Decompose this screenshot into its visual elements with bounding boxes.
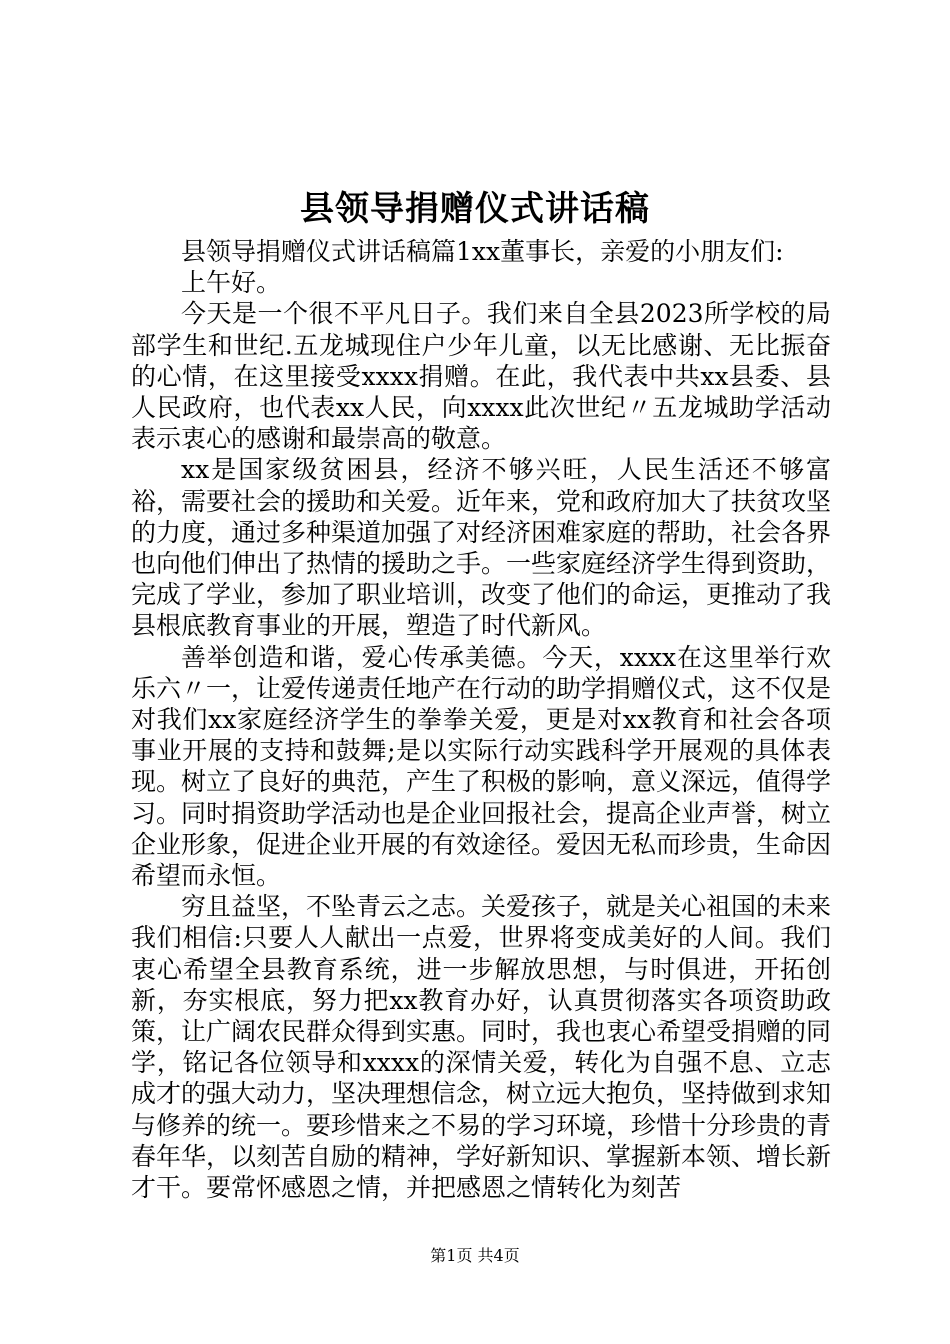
- document-body: [131, 236, 831, 1203]
- paragraph-greeting: 县领导捐赠仪式讲话稿篇1xx董事长，亲爱的小朋友们:: [181, 237, 784, 266]
- paragraph-hope: 穷且益坚，不坠青云之志。关爱孩子，就是关心祖国的未来我们相信:只要人人献出一点爱，世界将变成美好的人间。我们衷心希望全县教育系统，进一步解放思想，与时俱进，开拓创新，夯实根底，努力把xx教育办好，认真贯彻落实各项资助政策，让广阔农民群众得到实惠。同时，我也衷心希望受捐赠的同学，铭记各位领导和xxxx的深情关爱，转化为自强不息、立志成才的强大动力，坚决理想信念，树立远大抱负，坚持做到求知与修养的统一。要珍惜来之不易的学习环境，珍惜十分珍贵的青春年华，以刻苦自励的精神，学好新知识、掌握新本领、增长新才干。要常怀感恩之情，并把感恩之情转化为刻苦: [131, 892, 832, 1203]
- paragraph-poverty: xx是国家级贫困县，经济不够兴旺，人民生活还不够富裕，需要社会的援助和关爱。近年来，党和政府加大了扶贫攻坚的力度，通过多种渠道加强了对经济困难家庭的帮助，社会各界也向他们伸出了热情的援助之手。一些家庭经济学生得到资助，完成了学业，参加了职业培训，改变了他们的命运，更推动了我县根底教育事业的开展，塑造了时代新风。: [131, 455, 832, 641]
- paragraph-charity: 善举创造和谐，爱心传承美德。今天，xxxx在这里举行欢乐六〃一，让爱传递责任地产在行动的助学捐赠仪式，这不仅是对我们xx家庭经济学生的拳拳关爱，更是对xx教育和社会各项事业开展的支持和鼓舞;是以实际行动实践科学开展观的具体表现。树立了良好的典范，产生了积极的影响，意义深远，值得学习。同时捐资助学活动也是企业回报社会，提高企业声誉，树立企业形象，促进企业开展的有效途径。爱因无私而珍贵，生命因希望而永恒。: [131, 642, 832, 891]
- page-number-footer: 第1页 共4页: [430, 1246, 520, 1265]
- document-title: 县领导捐赠仪式讲话稿: [300, 189, 650, 229]
- paragraph-good-morning: 上午好。: [181, 268, 282, 298]
- paragraph-today: 今天是一个很不平凡日子。我们来自全县2023所学校的局部学生和世纪.五龙城现住户少年儿童，以无比感谢、无比振奋的心情，在这里接受xxxx捐赠。在此，我代表中共xx县委、县人民政府，也代表xx人民，向xxxx此次世纪〃五龙城助学活动表示衷心的感谢和最崇高的敬意。: [131, 299, 831, 454]
